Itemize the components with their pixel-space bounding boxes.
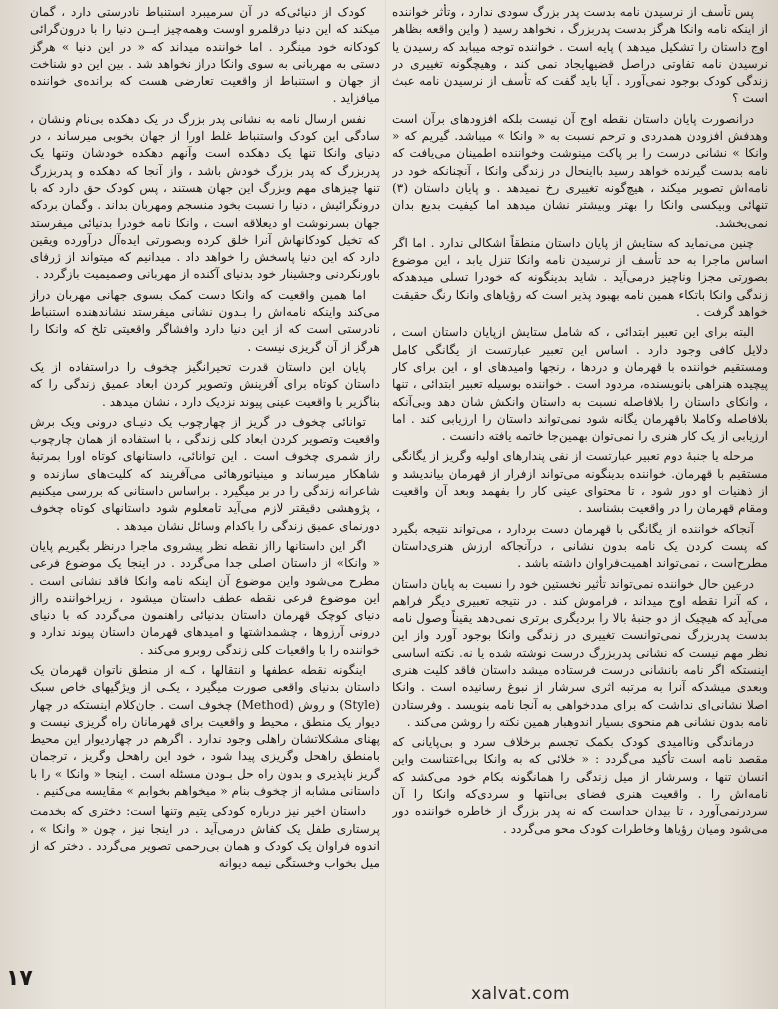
paragraph: نفس ارسال نامه به نشانی پدر بزرگ در یک دهکده بی‌نام ونشان ، سادگی این کودک واستنباط غلط اورا از جهان بخوبی میرساند ، در دنیای وانکا تنها یک دهکده است وآنهم دهکده خودشان وتنها یک پدربزرگ که پدر بزرگ خودش باشد ، واز آنجا که دهکده و پدربزرگ تنها چیزهای مهم وبزرگ این جهان هستند ، پس کودک حق دارد که با درونگرائیش ، دنیا را نسبت بخود منسجم ومهربان بداند . وگمان بردکه جهان بسرنوشت او دیعلاقه است ، وانکا نامه خودرا بدنیائی میفرستد که تخیل کودکانهاش آنرا خلق کرده وبصورتی ایده‌آل درآورده ویقین دارد که این دنیا پاسخش را خواهد داد . میدانیم که میتواند از ژرفای باورنکردنی وجشینار خود بدنیای آکنده از مهربانی وصمیمیت بازگردد . — [30, 111, 380, 282]
paragraph: اگر این داستانها رااز نقطه نظر پیشروی ماجرا درنظر بگیریم پایان « وانکا» از داستان اصلی جدا می‌گردد . در اینجا یک موضوع فرعی مطرح می‌شود واین موضوع آن اینکه نامه وانکا فاقد نشانی است . این موضوع فرعی نقطه عطف داستان میشود ، زیراخواننده رااز دنیای کوچک قهرمان داستان بدنیائی راهنمون می‌گردد که با دنیای درونی آرزوها ، چشمداشتها و امیدهای قهرمان داستان پیوند ندارد و خواننده را با واقعیات کلی زندگی روبرو می‌کند . — [30, 538, 380, 657]
paragraph: داستان اخیر نیز درباره کودکی یتیم وتنها است: دختری که بخدمت پرستاری طفل یک کفاش درمی‌آید . در اینجا نیز ، چون « وانکا » ، اندوه فراوان یک کودک و همان بی‌رحمی تصویر می‌گردد . دختر که از میل بخواب وخستگی نیمه دیوانه — [30, 804, 380, 871]
paragraph: آنجاکه خواننده از یگانگی با قهرمان دست بردارد ، می‌تواند نتیجه بگیرد که پست کردن یک نامه بدون نشانی ، درآنجاکه ارزش هنری‌داستان مطرح‌است ، نمی‌تواند اهمیت‌فراوان داشته باشد . — [392, 521, 768, 571]
right-column — [392, 4, 768, 1004]
paragraph: البته برای این تعبیر ابتدائی ، که شامل ستایش ازپایان داستان است ، دلایل کافی وجود دارد . اساس این تعبیر عبارتست از یگانگی کامل ومستقیم خواننده با قهرمان و دردها ، رنجها وامیدهای او ، این برای کار پیچیده هنراهی بانویسنده، مردود است . خواننده بوسیله تعبیر ابتدائی ، تنها ، وانکای داستان را بلافاصله نسبت به داستان وانکش شان دهد وبی‌آنکه بلافاصله وکاملا باقهرمان یگانه شود نمی‌تواند داستان را ارزیابی کند . اما ارزیابی از یک کار هنری را نمی‌توان بهمین‌جا خاتمه یافته دانست . — [392, 325, 768, 444]
paragraph: درماندگی وناامیدی کودک بکمک تجسم برخلاف سرد و بی‌پایانی که مقصد نامه است تأکید می‌گردد : « خلائی که به وانکا بی‌اعتناست واین انسان تنها ، وسرشار از میل زندگی را همانگونه بکام خود می‌کشد که نامه‌اش را . واقعیت هنری فضای بی‌انتها و سردی‌که وانکا را آن سردرنمی‌آورد ، تا بیدان حداست که نه پدر بزرگ از خاطره خواننده دور می‌شود ومیان رؤیاها وخاطرات کودک محو می‌گردد . — [392, 735, 768, 836]
paragraph: چنین می‌نماید که ستایش از پایان داستان منطقاً اشکالی ندارد . اما اگر اساس ماجرا به حد تأسف از نرسیدن نامه وانکا تنزل یابد ، این موضوع بصورتی مجزا وناچیز درمی‌آید . شاید بدینگونه که خودرا تسلی میدهدکه زندگی وانکا باتکاء همین نامه بهبود پذیر است که رؤیاهای وانکا رنگ حقیقت خواهد گرفت . — [392, 235, 768, 320]
paragraph: پایان این داستان قدرت تحیرانگیز چخوف را دراستفاده از یک داستان کوتاه برای آفرینش وتصویر کردن ابعاد عمیق زندگی را که بناگزیر با واقعیت عینی پیوند نزدیک دارد ، نشان میدهد . — [30, 359, 380, 409]
paragraph: پس تأسف از نرسیدن نامه بدست پدر بزرگ سودی ندارد ، وتأثر خواننده از اینکه نامه وانکا هرگز بدست پدربزرگ ، نخواهد رسید ( واین واقعه بظاهر اوج داستان را تشکیل میدهد ) پایه است . خواننده توجه میبابد که رسیدن یا نرسیدن نامه تفاوتی دراصل قضیهایجاد نمی کند ، وهیچگونه تغییری در زندگی کودک بوجود نمی‌آورد . آیا باید گفت که تأسف از نرسیدن نامه عبث است ؟ — [392, 5, 768, 106]
left-column — [30, 4, 380, 964]
paragraph: کودک از دنیائی‌که در آن سرمیبرد استنباط نادرستی دارد ، گمان میکند که این دنیا درقلمرو اوست وهمه‌چیز ایــن دنیا را با درون‌گرائی کودکانه خود مینگرد . اما خواننده میداند که « در این دنیا » هرگز دستی به مهربانی به سوی وانکا دراز نخواهد شد . بین این دو شناخت از جهان و استنباط از واقعیت تعارضی هست که برانده‌ی خواننده میافزاید . — [30, 5, 380, 106]
column-gutter — [385, 0, 386, 1009]
paragraph: درانصورت پایان داستان نقطه اوج آن نیست بلکه افزودهای برآن است وهدفش افزودن همدردی و ترحم نسبت به « وانکا » میباشد. گیریم که « وانکا » نشانی درست را بر پاکت مینوشت وخواننده اطمینان می‌یافت که نامه بدست گیرنده خواهد رسید بااینحال در زندگی وانکا ، آنچنانکه خود در نامه‌اش تصویر میکند ، هیچ‌گونه تغییری رخ نمیدهد . و پایان داستان (۳) تنهائی وبیکسی وانکا را بهتر وبیشتر نشان میدهد اما کیفیت بدیع بدان نمی‌بخشد. — [392, 111, 768, 230]
paragraph: مرحله یا جنبهٔ دوم تعبیر عبارتست از نفی پندارهای اولیه وگریز از یگانگی مستقیم با قهرمان. خواننده بدینگونه می‌تواند ازفرار از قهرمان بیاندیشد و از ذهنیات او دور شود ، تا محتوای عینی کار را بفهمد وبعد آن واقعیت ومقام قهرمان را در واقعیت بشناسد . — [392, 449, 768, 516]
paragraph: درعین حال خواننده نمی‌تواند تأثیر نخستین خود را نسبت به پایان داستان ، که آنرا نقطه اوج میداند ، فراموش کند . در نتیجه تعبیری دیگر فراهم می‌آید که هیچیک از دو جنبهٔ بالا را بردیگری برتری نمی‌دهد یقیناً وصول نامه بدست پدربزرگ نمی‌توانست تغییری در زندگی وانکا بوجود آورد واز این نظر مهم نیست که نشانی پدربزرگ درست نوشته شده یا نه. نکته اساسی اینستکه اگر نامه بانشانی درست فرستاده میشد داستان فاقد کلیت هنری وبعدی میشدکه آنرا به مرتبه اثری سرشار از نبوغ رسانیده است . وانکا اصلا نشانی‌ای نداشت که برای مددخواهی به آنجا نامه بنویسد . وفرستادن نامه بدون نشانی هم منحوی بسیار اندوهبار همین نکته را روشن می‌کند . — [392, 576, 768, 729]
watermark: xalvat.com — [468, 984, 573, 1004]
paragraph: اما همین واقعیت که وانکا دست کمک بسوی جهانی مهربان دراز می‌کند واینکه نامه‌اش را بـدون نشانی میفرستد نشاندهنده استنباط نادرستی است که از این دنیا دارد وافشاگر واقعیتی تلخ که وانکا را هرگز از آن گریزی نیست . — [30, 287, 380, 354]
page-number: ۱۷ — [6, 966, 33, 991]
paragraph: توانائی چخوف در گریز از چهارچوب یک دنیـای درونی ویک برش واقعیت وتصویر کردن ابعاد کلی زندگی ، با استفاده از همان چارچوب راز شمری چخوف است . این توانائی، داستانهای کوتاه اورا بمرتبهٔ شاهکار میرساند و مینیاتورهائی می‌آفریند که کلیت‌های سازنده و شاعرانه زندگی را در بر میگیرد . براساس داستانی که بررسی میکنیم ، پژوهشی دقیقتر لازم می‌آید تامعلوم شود داستانهای کوتاه چخوف دورنمای عمیق زندگی را باکدام وسائل نشان میدهد . — [30, 414, 380, 533]
paragraph: اینگونه نقطه عطفها و انتقالها ، کـه از منطق ناتوان قهرمان یک داستان بدنیای واقعی صورت میگیرد ، یکـی از ویژگیهای خاص سبک (Style) و روش (Method) چخوف است . جان‌کلام اینستکه در چهار دیوار یک منطق ، محیط و واقعیت برای قهرمانان راه گریزی نیست و پهنای مشکلاتشان راهلی وجود ندارد . اگرهم در چهاردیوار این محیط بامنطق راهحل وگریزی پیدا شود ، خود این راهحل وگریز ، ترجمان گریز ناپذیری و بدون راه حل بـودن مسئله است . اینجا « وانکا » را با داستانی مشابه از چخوف بنام « میخواهم بخوابم » مقایسه می‌کنیم . — [30, 662, 380, 799]
